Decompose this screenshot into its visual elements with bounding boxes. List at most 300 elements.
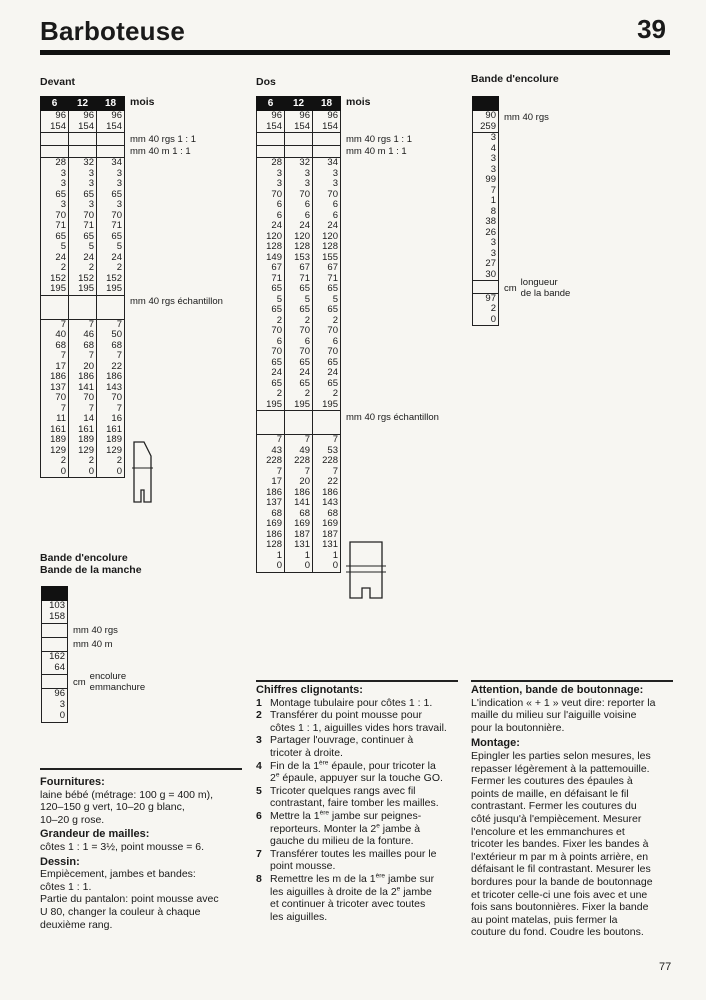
table-cell: 189	[69, 435, 97, 446]
section-rule-middle	[256, 680, 458, 682]
table-cell	[285, 145, 313, 158]
table-row	[257, 326, 341, 337]
table-cell: 1	[285, 551, 313, 562]
chiffre-line: point mousse.	[270, 860, 336, 873]
table-cell: 141	[69, 383, 97, 394]
row-label: mm 40 rgs échantillon	[346, 411, 439, 423]
table-cell: 70	[257, 347, 285, 358]
table-cell: 7	[69, 351, 97, 362]
table-cell: 20	[69, 362, 97, 373]
size-header-row	[473, 97, 499, 111]
attention-section	[471, 684, 677, 939]
chiffre-line: Tricoter quelques rangs avec fil	[270, 784, 416, 797]
table-cell	[41, 145, 69, 158]
table-cell: 186	[257, 488, 285, 499]
table-cell: 131	[313, 540, 341, 551]
table-cell: 0	[473, 315, 499, 326]
devant-table	[40, 96, 125, 478]
chiffre-item	[256, 785, 461, 810]
table-cell: 189	[41, 435, 69, 446]
table-cell: 169	[313, 519, 341, 530]
table-row	[41, 435, 125, 446]
table-cell: 5	[69, 242, 97, 253]
table-cell: 30	[473, 270, 499, 281]
size-header-cell: 12	[285, 97, 313, 111]
table-cell	[97, 145, 125, 158]
table-row	[41, 133, 125, 146]
table-cell: 24	[313, 221, 341, 232]
table-cell: 2	[41, 456, 69, 467]
size-header-cell: 12	[69, 97, 97, 111]
table-cell: 65	[285, 305, 313, 316]
table-cell: 3	[69, 179, 97, 190]
table-cell: 129	[97, 446, 125, 457]
table-cell: 1	[313, 551, 341, 562]
table-row	[473, 111, 499, 122]
table-cell: 103	[42, 601, 68, 613]
table-cell: 65	[257, 305, 285, 316]
unit-label: cm	[73, 676, 86, 688]
table-row	[473, 175, 499, 186]
table-row	[41, 284, 125, 295]
table-cell: 70	[69, 393, 97, 404]
table-cell: 65	[313, 284, 341, 295]
table-cell: 7	[97, 319, 125, 330]
table-cell: 6	[257, 211, 285, 222]
montage-line: défaisant le fil contrastant. Mesurer les	[471, 863, 651, 876]
table-row	[41, 232, 125, 243]
table-cell: 7	[473, 186, 499, 197]
row-label	[73, 671, 145, 693]
table-row	[473, 122, 499, 133]
bande-manche-title-2: Bande de la manche	[40, 564, 142, 576]
table-cell: 99	[473, 175, 499, 186]
row-label	[504, 277, 570, 299]
table-cell	[473, 281, 499, 294]
table-cell	[257, 133, 285, 146]
table-cell: 24	[41, 253, 69, 264]
table-cell: 7	[41, 319, 69, 330]
table-cell: 152	[97, 274, 125, 285]
table-cell: 7	[313, 435, 341, 446]
table-cell: 5	[97, 242, 125, 253]
table-cell: 5	[41, 242, 69, 253]
table-cell: 90	[473, 111, 499, 122]
table-cell: 70	[285, 190, 313, 201]
table-cell: 68	[313, 509, 341, 520]
table-cell: 64	[42, 663, 68, 675]
table-row	[257, 540, 341, 551]
table-cell: 129	[41, 446, 69, 457]
chiffres-section	[256, 684, 461, 923]
table-cell: 149	[257, 253, 285, 264]
table-cell: 2	[285, 389, 313, 400]
table-cell: 96	[97, 111, 125, 122]
table-cell: 2	[41, 263, 69, 274]
table-cell	[257, 411, 285, 423]
table-row	[257, 111, 341, 122]
attention-heading: Attention, bande de boutonnage:	[471, 684, 644, 696]
table-cell: 128	[285, 242, 313, 253]
table-cell: 49	[285, 446, 313, 457]
table-cell: 2	[257, 316, 285, 327]
table-cell: 195	[257, 400, 285, 411]
table-cell: 186	[313, 488, 341, 499]
table-cell: 0	[97, 467, 125, 478]
montage-heading: Montage:	[471, 737, 520, 750]
table-cell: 71	[41, 221, 69, 232]
row-label: mm 40 rgs 1 : 1	[130, 133, 196, 145]
table-cell: 3	[473, 238, 499, 249]
table-cell: 2	[313, 389, 341, 400]
table-cell: 7	[97, 404, 125, 415]
size-header-cell: 6	[257, 97, 285, 111]
table-cell: 0	[257, 561, 285, 572]
table-row	[257, 389, 341, 400]
table-row	[42, 675, 68, 689]
label-text: encolure emmanchure	[89, 670, 146, 693]
table-cell: 3	[41, 200, 69, 211]
table-row	[41, 295, 125, 307]
table-row	[473, 217, 499, 228]
table-cell: 6	[313, 211, 341, 222]
table-cell: 3	[41, 179, 69, 190]
montage-line: bordures pour la bande de boutonnage	[471, 875, 653, 888]
table-cell: 67	[313, 263, 341, 274]
table-cell: 162	[42, 652, 68, 664]
table-row	[42, 638, 68, 652]
table-cell: 6	[285, 337, 313, 348]
montage-line: Fermer les coutures des épaules à	[471, 775, 633, 788]
page-badge: 39	[637, 14, 666, 44]
table-cell: 43	[257, 446, 285, 457]
table-cell: 71	[69, 221, 97, 232]
table-cell: 3	[473, 165, 499, 176]
table-cell: 186	[69, 372, 97, 383]
table-row	[257, 200, 341, 211]
table-cell	[42, 624, 68, 638]
chiffre-item	[256, 697, 461, 710]
dessin-line: Partie du pantalon: point mousse avec	[40, 893, 219, 906]
fournitures-section	[40, 776, 245, 931]
table-cell: 161	[69, 425, 97, 436]
size-header-row	[41, 97, 125, 111]
size-header-cell: 18	[313, 97, 341, 111]
table-cell: 2	[313, 316, 341, 327]
chiffre-line: Mettre la 1ère jambe sur peignes-	[270, 809, 422, 822]
table-cell: 16	[97, 414, 125, 425]
fournitures-line: 120–150 g vert, 10–20 g blanc,	[40, 801, 185, 814]
table-cell: 24	[97, 253, 125, 264]
table-row	[41, 307, 125, 319]
table-row	[41, 169, 125, 180]
chiffre-line: 2e épaule, appuyer sur la touche GO.	[270, 771, 443, 785]
fournitures-line: 10–20 g rose.	[40, 813, 105, 826]
table-cell	[69, 307, 97, 319]
table-cell	[257, 423, 285, 435]
table-cell	[41, 133, 69, 146]
table-row	[257, 242, 341, 253]
row-label: mm 40 rgs	[504, 111, 549, 123]
table-cell: 71	[285, 274, 313, 285]
table-cell: 228	[313, 456, 341, 467]
table-row	[257, 305, 341, 316]
fournitures-line: laine bébé (métrage: 100 g = 400 m),	[40, 788, 214, 801]
table-row	[41, 263, 125, 274]
table-cell: 71	[313, 274, 341, 285]
table-cell: 128	[257, 540, 285, 551]
table-cell: 3	[285, 169, 313, 180]
table-cell	[285, 133, 313, 146]
table-row	[257, 158, 341, 169]
table-cell: 228	[285, 456, 313, 467]
montage-line: l'extérieur m par m à points arrière, en	[471, 850, 649, 863]
table-cell: 154	[41, 122, 69, 133]
table-row	[473, 281, 499, 294]
table-cell: 154	[285, 122, 313, 133]
table-cell: 2	[473, 304, 499, 315]
table-cell: 96	[41, 111, 69, 122]
table-cell: 0	[42, 711, 68, 723]
table-cell: 70	[313, 190, 341, 201]
table-cell: 70	[313, 347, 341, 358]
table-cell: 169	[285, 519, 313, 530]
table-cell: 137	[41, 383, 69, 394]
table-cell: 259	[473, 122, 499, 133]
table-cell: 97	[473, 293, 499, 304]
table-cell: 131	[285, 540, 313, 551]
chiffre-item	[256, 873, 461, 923]
bande-manche-table	[41, 586, 68, 723]
chiffre-line: Transférer du point mousse pour	[270, 709, 422, 722]
table-cell: 20	[285, 477, 313, 488]
table-cell: 71	[257, 274, 285, 285]
table-cell: 152	[41, 274, 69, 285]
unit-label: cm	[504, 282, 517, 294]
table-cell: 141	[285, 498, 313, 509]
table-cell: 67	[285, 263, 313, 274]
chiffre-number: 7	[256, 847, 262, 860]
table-row	[257, 169, 341, 180]
table-cell: 3	[473, 249, 499, 260]
table-cell: 70	[41, 211, 69, 222]
size-header-cell	[473, 97, 499, 111]
table-cell: 50	[97, 330, 125, 341]
row-label: mm 40 m	[73, 638, 113, 650]
table-cell: 17	[257, 477, 285, 488]
table-cell: 195	[97, 284, 125, 295]
montage-line: et tricoter celle-ci une fois avec et une	[471, 888, 648, 901]
front-garment-sketch	[130, 440, 154, 508]
size-header-cell	[42, 587, 68, 601]
bande-encolure-title: Bande d'encolure	[471, 73, 559, 85]
attention-line: pour la boutonnière.	[471, 721, 565, 734]
table-cell: 17	[41, 362, 69, 373]
chiffre-line: Montage tubulaire pour côtes 1 : 1.	[270, 696, 433, 709]
table-cell: 6	[285, 200, 313, 211]
table-cell: 128	[313, 242, 341, 253]
table-cell: 0	[41, 467, 69, 478]
table-cell: 2	[69, 456, 97, 467]
table-cell	[313, 423, 341, 435]
table-cell: 0	[69, 467, 97, 478]
table-cell: 68	[257, 509, 285, 520]
table-row	[257, 411, 341, 423]
table-cell: 186	[285, 488, 313, 499]
table-cell: 14	[69, 414, 97, 425]
table-cell: 70	[285, 347, 313, 358]
chiffre-number: 5	[256, 784, 262, 797]
chiffre-line: Partager l'ouvrage, continuer à	[270, 734, 414, 747]
label-text: longueur de la bande	[520, 276, 571, 299]
table-cell: 195	[69, 284, 97, 295]
table-cell: 96	[313, 111, 341, 122]
table-row	[257, 423, 341, 435]
table-row	[41, 158, 125, 169]
table-cell	[97, 133, 125, 146]
table-cell: 195	[285, 400, 313, 411]
table-row	[41, 179, 125, 190]
table-cell: 154	[257, 122, 285, 133]
table-row	[41, 446, 125, 457]
table-cell: 65	[97, 190, 125, 201]
dos-title: Dos	[256, 76, 276, 88]
table-cell: 0	[313, 561, 341, 572]
table-cell: 65	[285, 358, 313, 369]
table-cell: 7	[285, 435, 313, 446]
table-cell: 7	[257, 435, 285, 446]
table-row	[257, 263, 341, 274]
row-label: mm 40 m 1 : 1	[130, 146, 191, 157]
devant-title: Devant	[40, 76, 76, 88]
table-cell: 22	[97, 362, 125, 373]
table-row	[41, 330, 125, 341]
table-row	[257, 456, 341, 467]
table-cell: 3	[41, 169, 69, 180]
table-row	[41, 456, 125, 467]
montage-line: contrastant. Fermer les coutures du	[471, 800, 637, 813]
table-cell: 3	[285, 179, 313, 190]
table-cell: 186	[97, 372, 125, 383]
table-cell: 53	[313, 446, 341, 457]
table-cell	[257, 145, 285, 158]
attention-line: L'indication « + 1 » veut dire: reporter la	[471, 696, 656, 709]
dessin-line: côtes 1 : 1.	[40, 880, 92, 893]
table-row	[473, 133, 499, 144]
table-cell: 32	[69, 158, 97, 169]
table-cell: 129	[69, 446, 97, 457]
table-cell: 38	[473, 217, 499, 228]
row-label: mm 40 rgs échantillon	[130, 296, 223, 307]
table-cell: 186	[41, 372, 69, 383]
table-cell: 4	[473, 144, 499, 155]
page-title: Barboteuse	[40, 16, 186, 46]
table-row	[257, 368, 341, 379]
table-cell: 65	[97, 232, 125, 243]
table-cell: 161	[97, 425, 125, 436]
table-row	[41, 242, 125, 253]
table-row	[257, 190, 341, 201]
table-cell: 24	[69, 253, 97, 264]
table-cell: 27	[473, 259, 499, 270]
table-cell	[313, 133, 341, 146]
table-cell: 169	[257, 519, 285, 530]
table-cell: 1	[473, 196, 499, 207]
chiffre-item	[256, 760, 461, 785]
table-row	[257, 221, 341, 232]
table-cell: 28	[257, 158, 285, 169]
table-cell: 7	[285, 467, 313, 478]
table-row	[257, 498, 341, 509]
table-cell: 65	[313, 358, 341, 369]
table-cell: 1	[257, 551, 285, 562]
table-cell: 155	[313, 253, 341, 264]
table-cell: 3	[97, 179, 125, 190]
chiffres-heading: Chiffres clignotants:	[256, 684, 363, 696]
table-cell: 120	[257, 232, 285, 243]
table-cell: 154	[313, 122, 341, 133]
table-cell: 24	[285, 221, 313, 232]
table-cell	[97, 295, 125, 307]
mois-label: mois	[346, 96, 371, 108]
table-cell: 70	[97, 211, 125, 222]
dessin-heading: Dessin:	[40, 855, 80, 868]
table-row	[41, 145, 125, 158]
montage-line: Epingler les parties selon mesures, les	[471, 749, 651, 762]
table-cell: 128	[257, 242, 285, 253]
dos-table	[256, 96, 341, 573]
back-garment-sketch	[342, 540, 390, 606]
table-row	[473, 270, 499, 281]
table-cell	[97, 307, 125, 319]
table-cell	[285, 411, 313, 423]
table-cell: 137	[257, 498, 285, 509]
table-cell: 70	[69, 211, 97, 222]
table-cell: 65	[285, 284, 313, 295]
table-cell: 46	[69, 330, 97, 341]
table-cell: 3	[69, 200, 97, 211]
mois-label: mois	[130, 96, 155, 108]
table-row	[41, 351, 125, 362]
table-cell: 3	[257, 179, 285, 190]
table-cell: 71	[97, 221, 125, 232]
table-cell: 65	[69, 190, 97, 201]
chiffre-number: 1	[256, 696, 262, 709]
table-cell: 186	[257, 530, 285, 541]
chiffre-line: Fin de la 1ère épaule, pour tricoter la	[270, 759, 436, 772]
table-row	[41, 122, 125, 133]
table-cell: 24	[285, 368, 313, 379]
table-cell: 7	[41, 351, 69, 362]
table-cell: 22	[313, 477, 341, 488]
table-row	[41, 372, 125, 383]
table-cell: 96	[285, 111, 313, 122]
montage-line: points de maille, en défaisant le fil	[471, 787, 629, 800]
chiffre-number: 6	[256, 809, 262, 822]
table-cell: 152	[69, 274, 97, 285]
table-cell: 40	[41, 330, 69, 341]
row-label: mm 40 rgs 1 : 1	[346, 133, 412, 145]
table-cell: 2	[257, 389, 285, 400]
table-cell: 195	[313, 400, 341, 411]
table-cell: 5	[313, 295, 341, 306]
table-cell	[41, 307, 69, 319]
table-cell: 3	[473, 154, 499, 165]
montage-line: repasser légèrement à la pattemouille.	[471, 762, 650, 775]
table-row	[257, 551, 341, 562]
montage-line: l'encolure et les emmanchures et	[471, 825, 625, 838]
table-cell: 120	[285, 232, 313, 243]
